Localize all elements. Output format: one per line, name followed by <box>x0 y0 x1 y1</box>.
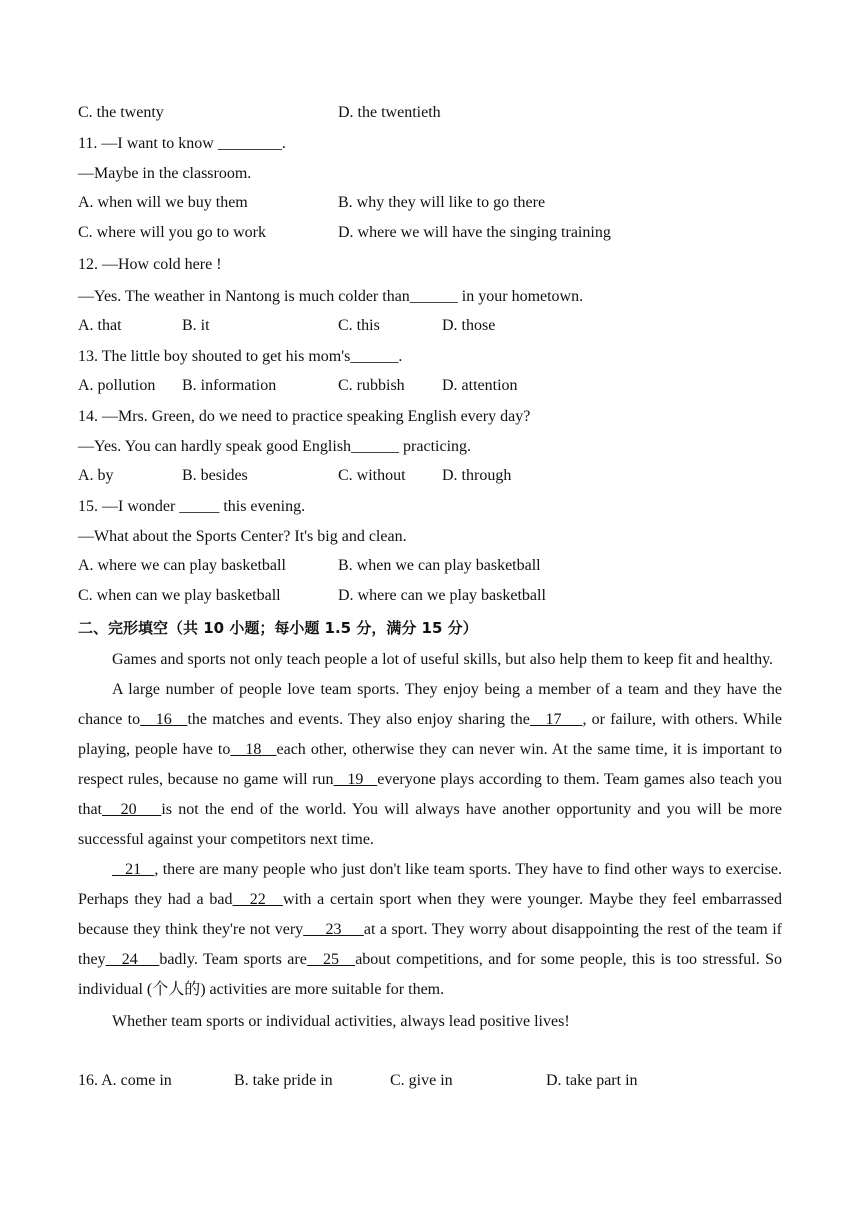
closing-line: Whether team sports or individual activities, always lead positive lives! <box>112 1013 570 1030</box>
answer-option: A. when will we buy them <box>78 194 248 211</box>
question-line: —Maybe in the classroom. <box>78 165 252 182</box>
answer-option: D. where we will have the singing training <box>338 224 611 241</box>
answer-option: D. the twentieth <box>338 104 441 121</box>
passage-text: Games and sports not only teach people a lot of useful skills, but also help them to keep fit and healthy. <box>112 651 774 668</box>
passage-text: , there are many people who just don't like team sports. They have to find other ways to exercise. Perhaps they had a bad <box>78 861 782 908</box>
passage-text: the matches and events. They also enjoy sharing the <box>187 711 530 728</box>
blank: 24 <box>105 951 160 968</box>
blank: 20 <box>102 801 162 818</box>
question-line: —Yes. The weather in Nantong is much colder than______ in your hometown. <box>78 288 584 305</box>
blank: 23 <box>303 921 364 938</box>
passage-text: is not the end of the world. You will always have another opportunity and you will be more successful against your competitors next time. <box>78 801 782 848</box>
section-title: 二、完形填空（共 10 小题；每小题 1.5 分，满分 15 分） <box>78 619 478 637</box>
passage-text: at a sport. They worry about disappointing the rest of the team if they <box>78 921 782 968</box>
answer-option: C. the twenty <box>78 104 164 121</box>
answer-option: B. why they will like to go there <box>338 194 546 211</box>
passage-text: , or failure, with others. While playing, people have to <box>78 711 783 758</box>
answer-option: C. without <box>338 467 406 484</box>
question-line: 12. —How cold here ! <box>78 256 222 273</box>
passage-text: about competitions, and for some people, this is too stressful. So individual (个人的) activities are more suitable for them. <box>78 951 783 998</box>
answer-option: D. those <box>442 317 496 334</box>
passage-text: badly. Team sports are <box>159 951 307 968</box>
answer-option: B. when we can play basketball <box>338 557 541 574</box>
question-line: 11. —I want to know ________. <box>78 135 286 152</box>
cloze-passage <box>78 645 782 1037</box>
answer-option: 16. A. come in <box>78 1072 172 1089</box>
passage-text: everyone plays according to them. Team games also teach you that <box>78 771 783 818</box>
answer-option: C. give in <box>390 1072 453 1089</box>
answer-option: D. through <box>442 467 512 484</box>
question-line: 14. —Mrs. Green, do we need to practice speaking English every day? <box>78 408 531 425</box>
passage-text: each other, otherwise they can never win. At the same time, it is important to respect rules, because no game will run <box>78 741 783 788</box>
passage-paragraph <box>78 645 782 675</box>
blank: 25 <box>306 951 356 968</box>
question-line: —What about the Sports Center? It's big and clean. <box>78 528 407 545</box>
blank: 17 <box>529 711 583 728</box>
passage-paragraph <box>78 675 782 855</box>
answer-option: B. information <box>182 377 277 394</box>
blank: 18 <box>230 741 277 758</box>
answer-option: C. rubbish <box>338 377 405 394</box>
blank: 19 <box>333 771 378 788</box>
answer-option: B. besides <box>182 467 248 484</box>
answer-option: B. it <box>182 317 210 334</box>
answer-option: A. that <box>78 317 122 334</box>
passage-paragraph <box>78 855 782 1005</box>
answer-option: B. take pride in <box>234 1072 333 1089</box>
blank: 16 <box>140 711 188 728</box>
answer-option: A. by <box>78 467 114 484</box>
answer-option: C. where will you go to work <box>78 224 266 241</box>
question-line: —Yes. You can hardly speak good English______ practicing. <box>78 438 472 455</box>
answer-option: D. take part in <box>546 1072 638 1089</box>
answer-option: D. attention <box>442 377 518 394</box>
blank: 21 <box>112 861 155 878</box>
passage-text: A large number of people love team sports. They enjoy being a member of a team and they have the chance to <box>78 681 782 728</box>
blank: 22 <box>232 891 283 908</box>
answer-option: A. pollution <box>78 377 156 394</box>
passage-text: with a certain sport when they were younger. Maybe they feel embarrassed because they think they're not very <box>78 891 783 938</box>
answer-option: D. where can we play basketball <box>338 587 546 604</box>
answer-option: A. where we can play basketball <box>78 557 286 574</box>
question-line: 15. —I wonder _____ this evening. <box>78 498 306 515</box>
question-line: 13. The little boy shouted to get his mom's______. <box>78 348 403 365</box>
answer-option: C. when can we play basketball <box>78 587 281 604</box>
answer-option: C. this <box>338 317 380 334</box>
